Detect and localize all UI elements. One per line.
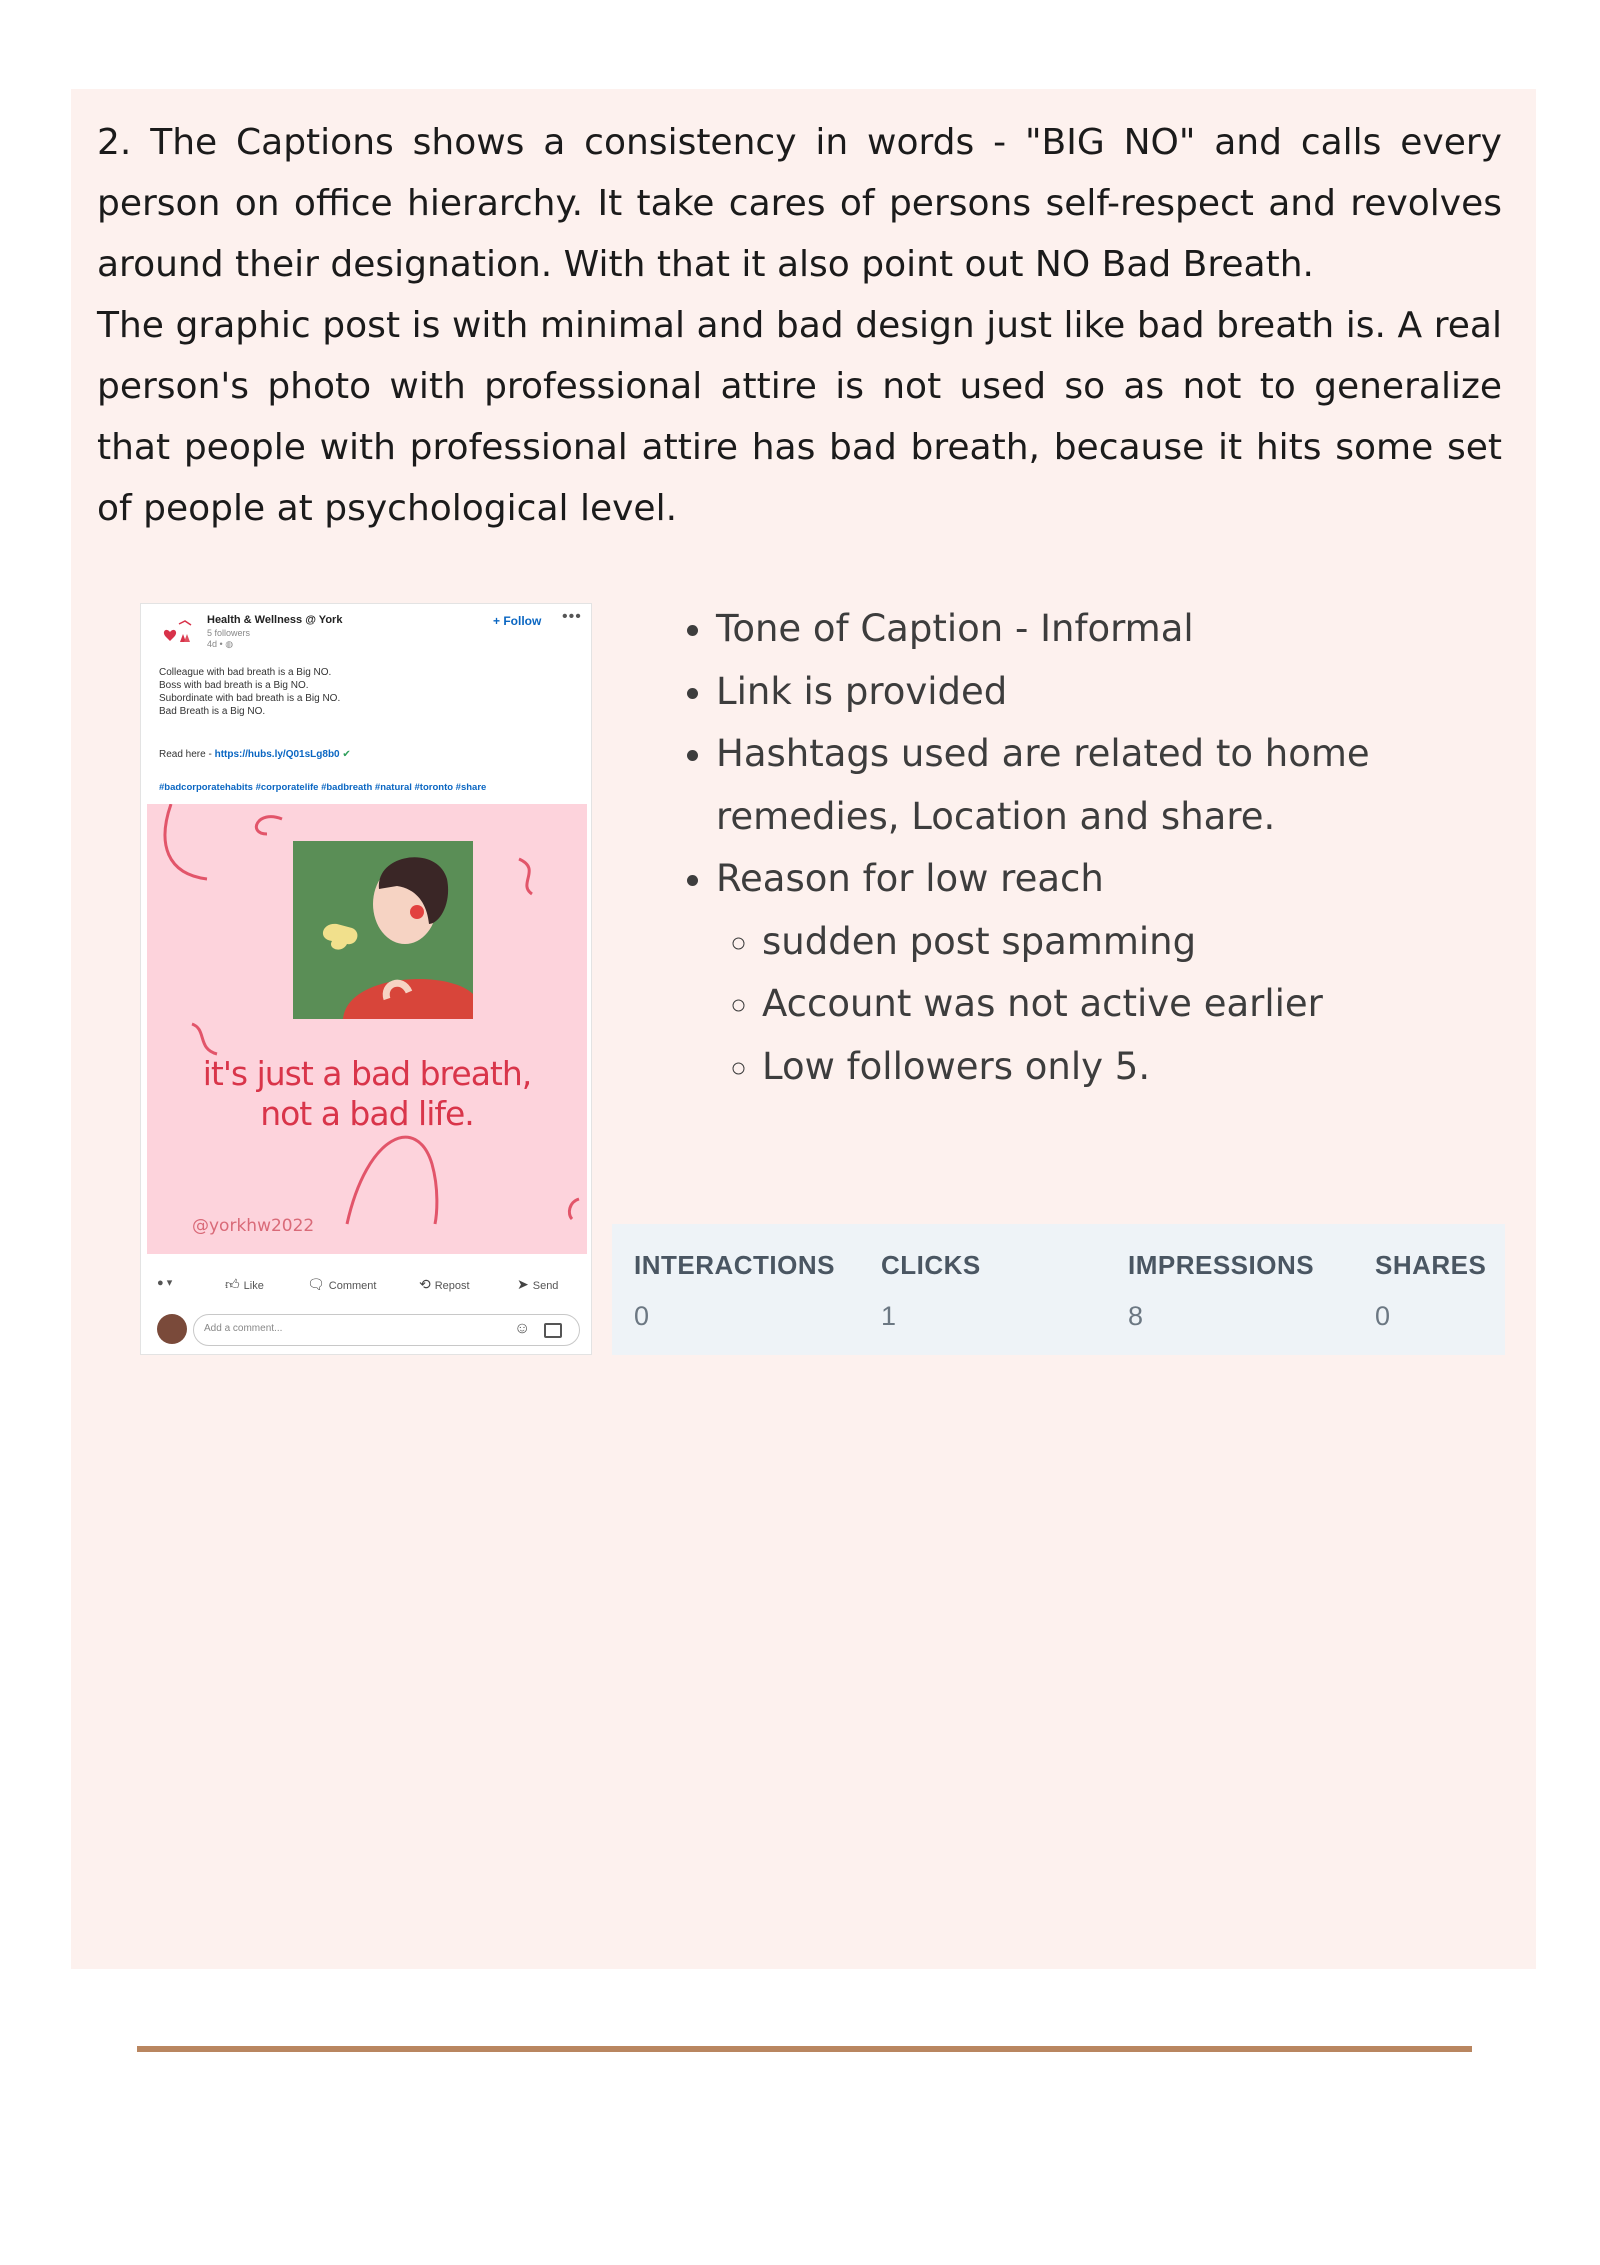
list-item [716, 848, 1490, 1098]
stat-label: IMPRESSIONS [1128, 1250, 1315, 1280]
list-item: • Link is provided [716, 661, 1490, 724]
comment-row [141, 1304, 591, 1354]
verified-icon: ✔ [342, 749, 351, 760]
linkedin-post-screenshot [140, 603, 592, 1355]
stat-value: 8 [1128, 1301, 1144, 1331]
brand-logo-icon [161, 618, 195, 652]
post-tagline [147, 1054, 587, 1134]
avatar [157, 1314, 187, 1344]
stat-interactions [634, 1250, 835, 1332]
sub-list-item: ◦ Low followers only 5. [762, 1036, 1490, 1099]
read-here-label: Read here - [159, 749, 212, 760]
body-text [97, 112, 1502, 539]
stat-impressions [1128, 1250, 1314, 1332]
repost-button[interactable] [419, 1276, 470, 1293]
read-here-line [159, 749, 351, 760]
stat-shares [1375, 1250, 1486, 1332]
comment-button[interactable] [307, 1276, 376, 1293]
repost-icon: ⟲ [419, 1276, 431, 1292]
follower-count: 5 followers [207, 628, 251, 638]
comment-label: Comment [328, 1280, 377, 1292]
follow-button[interactable]: + Follow [493, 614, 542, 628]
stat-value: 1 [881, 1301, 897, 1331]
caption-line: Bad Breath is a Big NO. [159, 706, 266, 717]
thumbs-up-icon: 👍︎ [225, 1276, 240, 1292]
post-stats-panel [612, 1224, 1505, 1355]
list-item-text: Reason for low reach [716, 857, 1104, 900]
footer-divider [137, 2046, 1472, 2052]
caption-line: Subordinate with bad breath is a Big NO. [159, 693, 341, 704]
stat-value: 0 [634, 1301, 650, 1331]
post-graphic [147, 804, 587, 1254]
send-label: Send [532, 1280, 559, 1292]
post-hashtags[interactable]: #badcorporatehabits #corporatelife #badbreath #natural #toronto #share [159, 782, 487, 793]
post-time-text: 4d • [207, 639, 223, 649]
stat-label: SHARES [1375, 1250, 1487, 1280]
stat-clicks [881, 1250, 981, 1332]
paragraph-captions: 2. The Captions shows a consistency in words - "BIG NO" and calls every person on office hierarchy. It take cares of persons self-respect and revolves around their designation. With that it also point out NO Bad Breath. [97, 122, 1502, 285]
send-button[interactable] [517, 1276, 558, 1293]
list-item: • Hashtags used are related to home remedies, Location and share. [716, 723, 1490, 848]
like-button[interactable] [225, 1276, 264, 1293]
send-icon: ➤ [517, 1276, 529, 1292]
more-options-icon[interactable]: ••• [562, 608, 582, 625]
paragraph-graphic: The graphic post is with minimal and bad design just like bad breath is. A real person's photo with professional attire is not used so as not to generalize that people with professional attire has bad breath, because it hits some set of people at psychological level. [97, 305, 1502, 529]
post-link[interactable]: https://hubs.ly/Q01sLg8b0 [214, 749, 340, 760]
like-label: Like [243, 1280, 264, 1292]
image-icon[interactable] [544, 1323, 562, 1338]
list-item: • Tone of Caption - Informal [716, 598, 1490, 661]
post-action-bar [141, 1264, 591, 1304]
comment-input[interactable] [193, 1314, 580, 1346]
post-handle: @yorkhw2022 [192, 1216, 315, 1236]
globe-icon: ◍ [225, 639, 234, 649]
stat-value: 0 [1375, 1301, 1391, 1331]
stat-label: INTERACTIONS [634, 1250, 835, 1280]
comment-placeholder: Add a comment... [204, 1323, 283, 1334]
stat-label: CLICKS [881, 1250, 981, 1280]
comment-icon: 🗨︎ [307, 1276, 325, 1292]
post-header [141, 604, 591, 804]
caption-line: Colleague with bad breath is a Big NO. [159, 667, 332, 678]
sub-list-item: ◦ Account was not active earlier [762, 973, 1490, 1036]
emoji-icon[interactable]: ☺ [514, 1320, 531, 1337]
reaction-avatar-icon[interactable]: ● ▾ [157, 1277, 173, 1289]
post-author-name[interactable]: Health & Wellness @ York [207, 614, 343, 626]
tagline-line-1: it's just a bad breath, [202, 1054, 532, 1093]
caption-line: Boss with bad breath is a Big NO. [159, 680, 309, 691]
post-caption [159, 666, 340, 718]
tagline-line-2: not a bad life. [260, 1094, 474, 1133]
analysis-list [670, 598, 1490, 1098]
bad-breath-illustration [147, 804, 587, 1254]
repost-label: Repost [434, 1280, 470, 1292]
sub-list-item: ◦ sudden post spamming [762, 911, 1490, 974]
post-time [207, 639, 233, 650]
